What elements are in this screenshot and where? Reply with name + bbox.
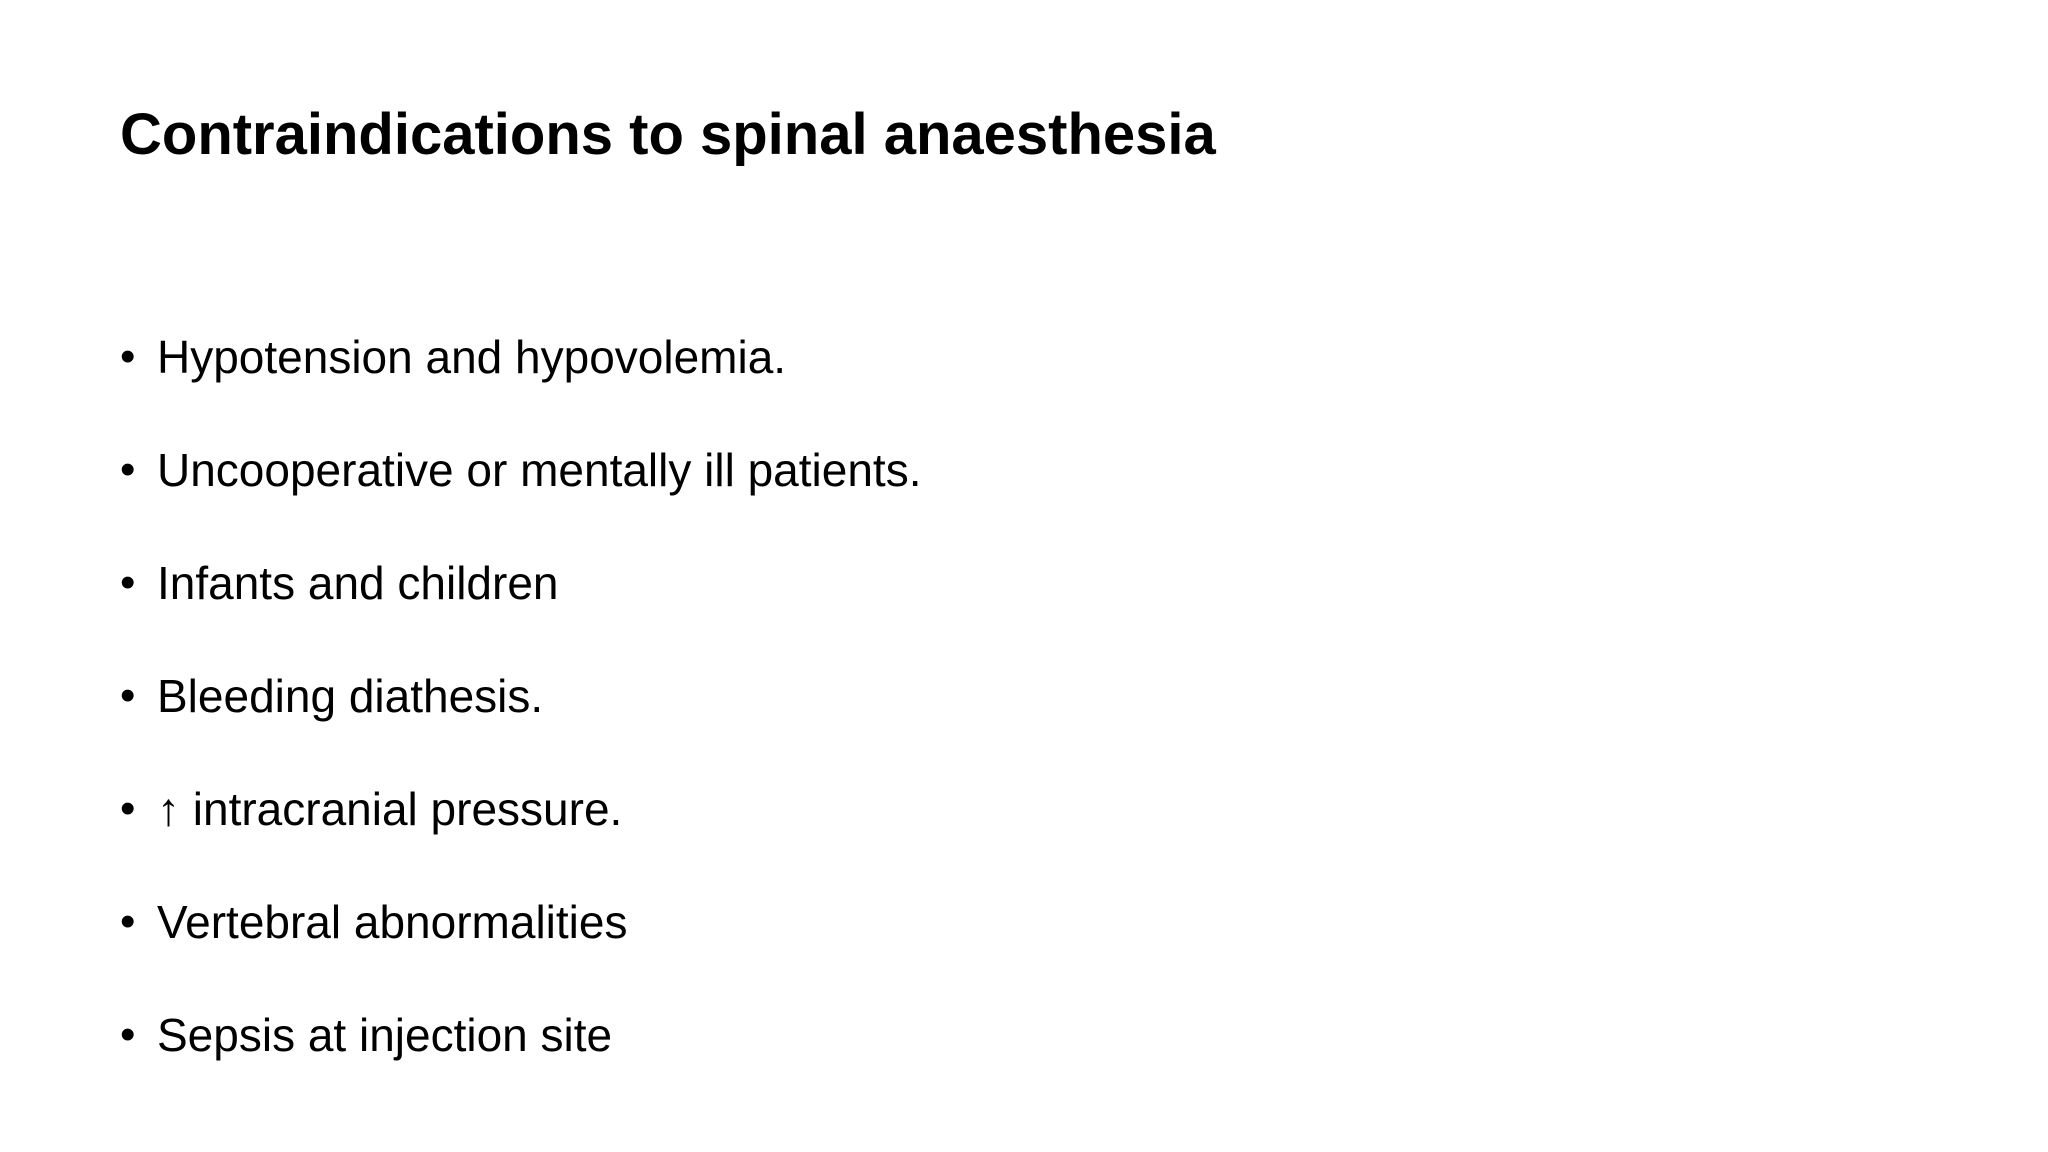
list-item [120, 774, 921, 887]
list-item [120, 1000, 921, 1113]
slide-title: Contraindications to spinal anaesthesia [120, 102, 1216, 167]
list-item [120, 661, 921, 774]
bullet-icon: • [120, 1010, 136, 1059]
bullet-text: Infants and children [157, 557, 559, 609]
bullet-icon: • [120, 558, 136, 607]
bullet-icon: • [120, 445, 136, 494]
bullet-list [120, 322, 921, 1113]
bullet-text: Sepsis at injection site [157, 1009, 613, 1061]
list-item [120, 548, 921, 661]
bullet-icon: • [120, 784, 136, 833]
bullet-icon: • [120, 671, 136, 720]
bullet-text: Vertebral abnormalities [157, 896, 628, 948]
bullet-text: Uncooperative or mentally ill patients. [157, 444, 922, 496]
bullet-icon: • [120, 332, 136, 381]
bullet-icon: • [120, 897, 136, 946]
list-item [120, 322, 921, 435]
bullet-text: ↑ intracranial pressure. [157, 783, 623, 835]
list-item [120, 435, 921, 548]
bullet-text: Bleeding diathesis. [157, 670, 544, 722]
bullet-text: Hypotension and hypovolemia. [157, 331, 787, 383]
list-item [120, 887, 921, 1000]
